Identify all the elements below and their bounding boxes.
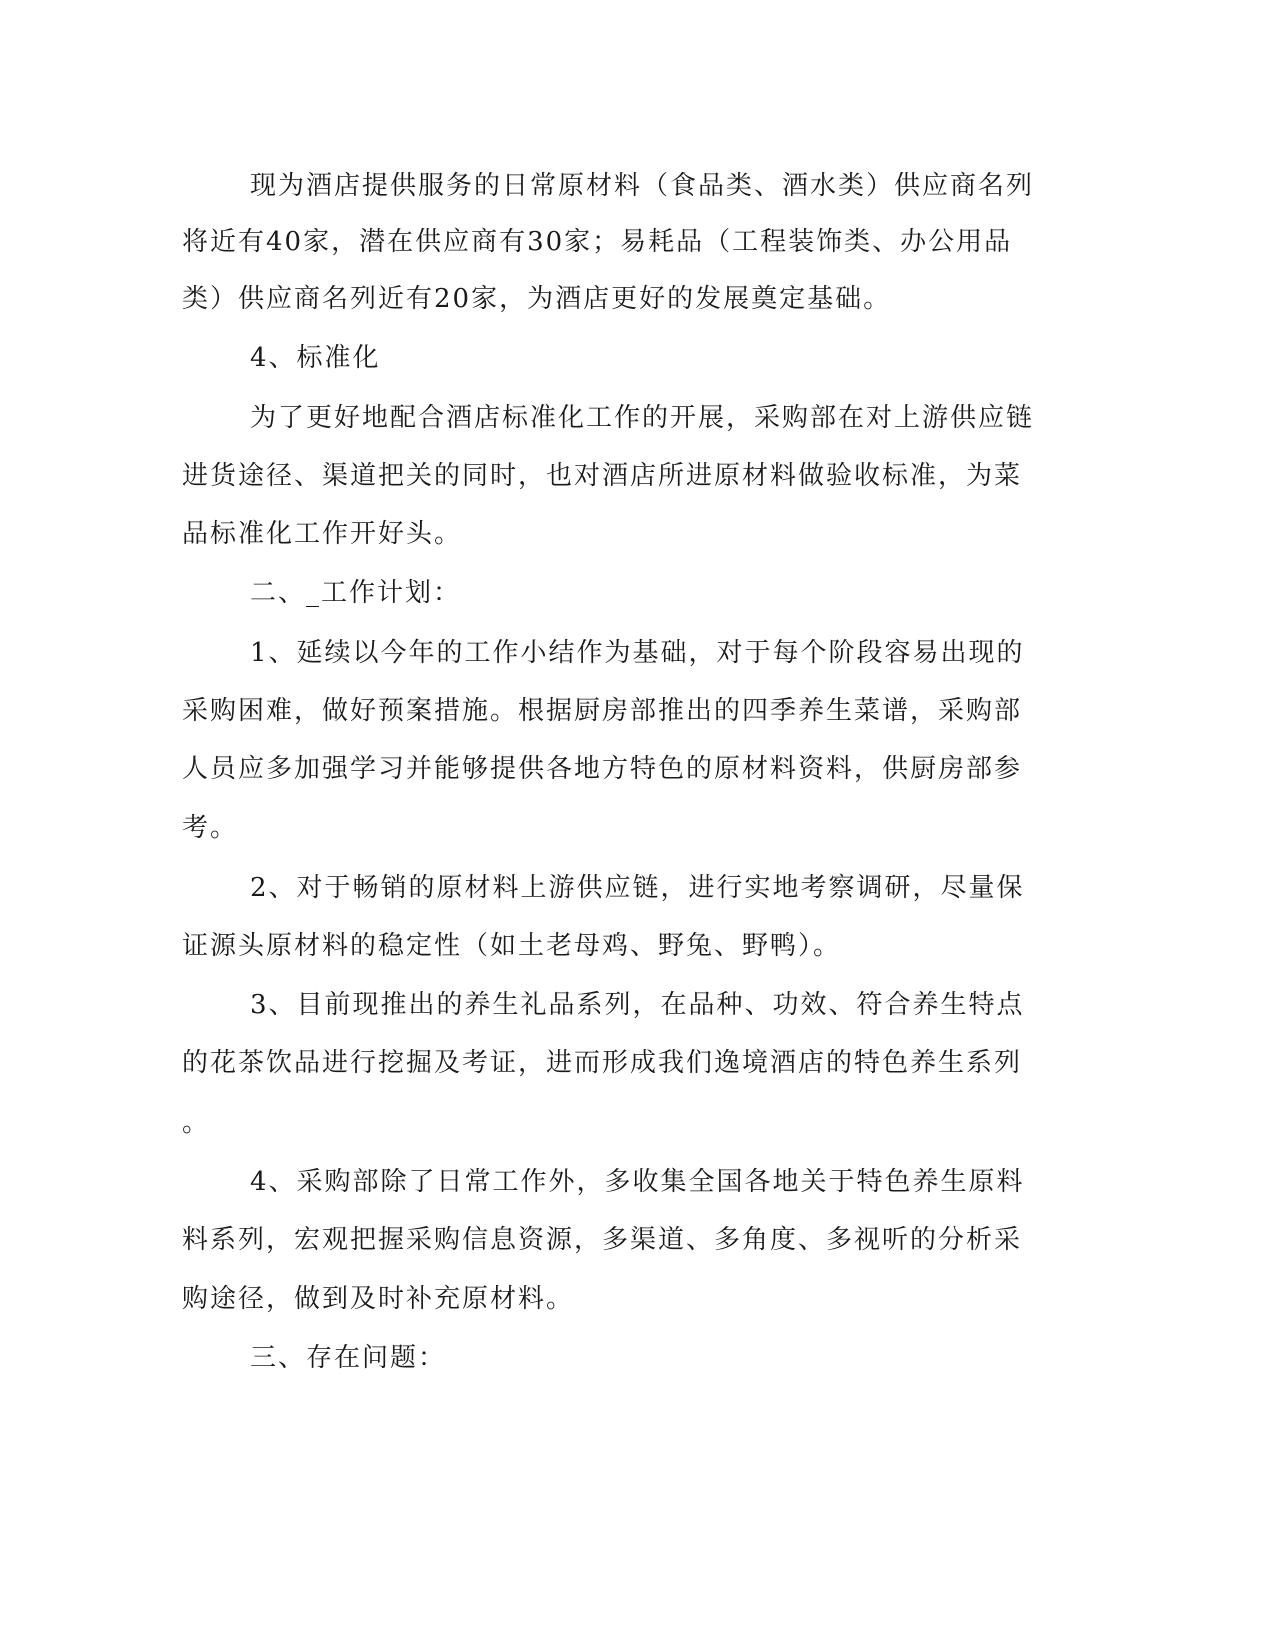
paragraph-standardization-line-2: 进货途径、渠道把关的同时，也对酒店所进原材料做验收标准，为菜	[182, 461, 1023, 491]
plan-item-3-line-3: 。	[182, 1108, 211, 1138]
paragraph-standardization-line-1: 为了更好地配合酒店标准化工作的开展，采购部在对上游供应链	[250, 403, 1035, 433]
plan-item-1-line-3: 人员应多加强学习并能够提供各地方特色的原材料资料，供厨房部参	[182, 754, 1023, 784]
paragraph-suppliers-line-2: 将近有40家，潜在供应商有30家；易耗品（工程装饰类、办公用品	[182, 227, 1013, 257]
paragraph-suppliers-line-3: 类）供应商名列近有20家，为酒店更好的发展奠定基础。	[182, 284, 892, 314]
plan-item-1-line-4: 考。	[182, 813, 239, 843]
heading-existing-problems: 三、存在问题：	[250, 1343, 447, 1373]
heading-work-plan: 二、_工作计划：	[250, 578, 462, 608]
paragraph-suppliers-line-1: 现为酒店提供服务的日常原材料（食品类、酒水类）供应商名列	[250, 171, 1035, 201]
plan-item-4-line-2: 料系列，宏观把握采购信息资源，多渠道、多角度、多视听的分析采	[182, 1225, 1023, 1255]
plan-item-3-line-1: 3、目前现推出的养生礼品系列，在品种、功效、符合养生特点	[250, 990, 1025, 1020]
plan-item-1-line-1: 1、延续以今年的工作小结作为基础，对于每个阶段容易出现的	[250, 638, 1025, 668]
plan-item-2-line-2: 证源头原材料的稳定性（如土老母鸡、野兔、野鸭）。	[182, 931, 842, 961]
plan-item-4-line-1: 4、采购部除了日常工作外，多收集全国各地关于特色养生原料	[250, 1167, 1025, 1197]
plan-item-3-line-2: 的花茶饮品进行挖掘及考证，进而形成我们逸境酒店的特色养生系列	[182, 1048, 1023, 1078]
paragraph-standardization-line-3: 品标准化工作开好头。	[182, 519, 463, 549]
plan-item-1-line-2: 采购困难，做好预案措施。根据厨房部推出的四季养生菜谱，采购部	[182, 696, 1023, 726]
heading-standardization: 4、标准化	[250, 343, 381, 373]
plan-item-4-line-3: 购途径，做到及时补充原材料。	[182, 1284, 575, 1314]
plan-item-2-line-1: 2、对于畅销的原材料上游供应链，进行实地考察调研，尽量保	[250, 873, 1025, 903]
